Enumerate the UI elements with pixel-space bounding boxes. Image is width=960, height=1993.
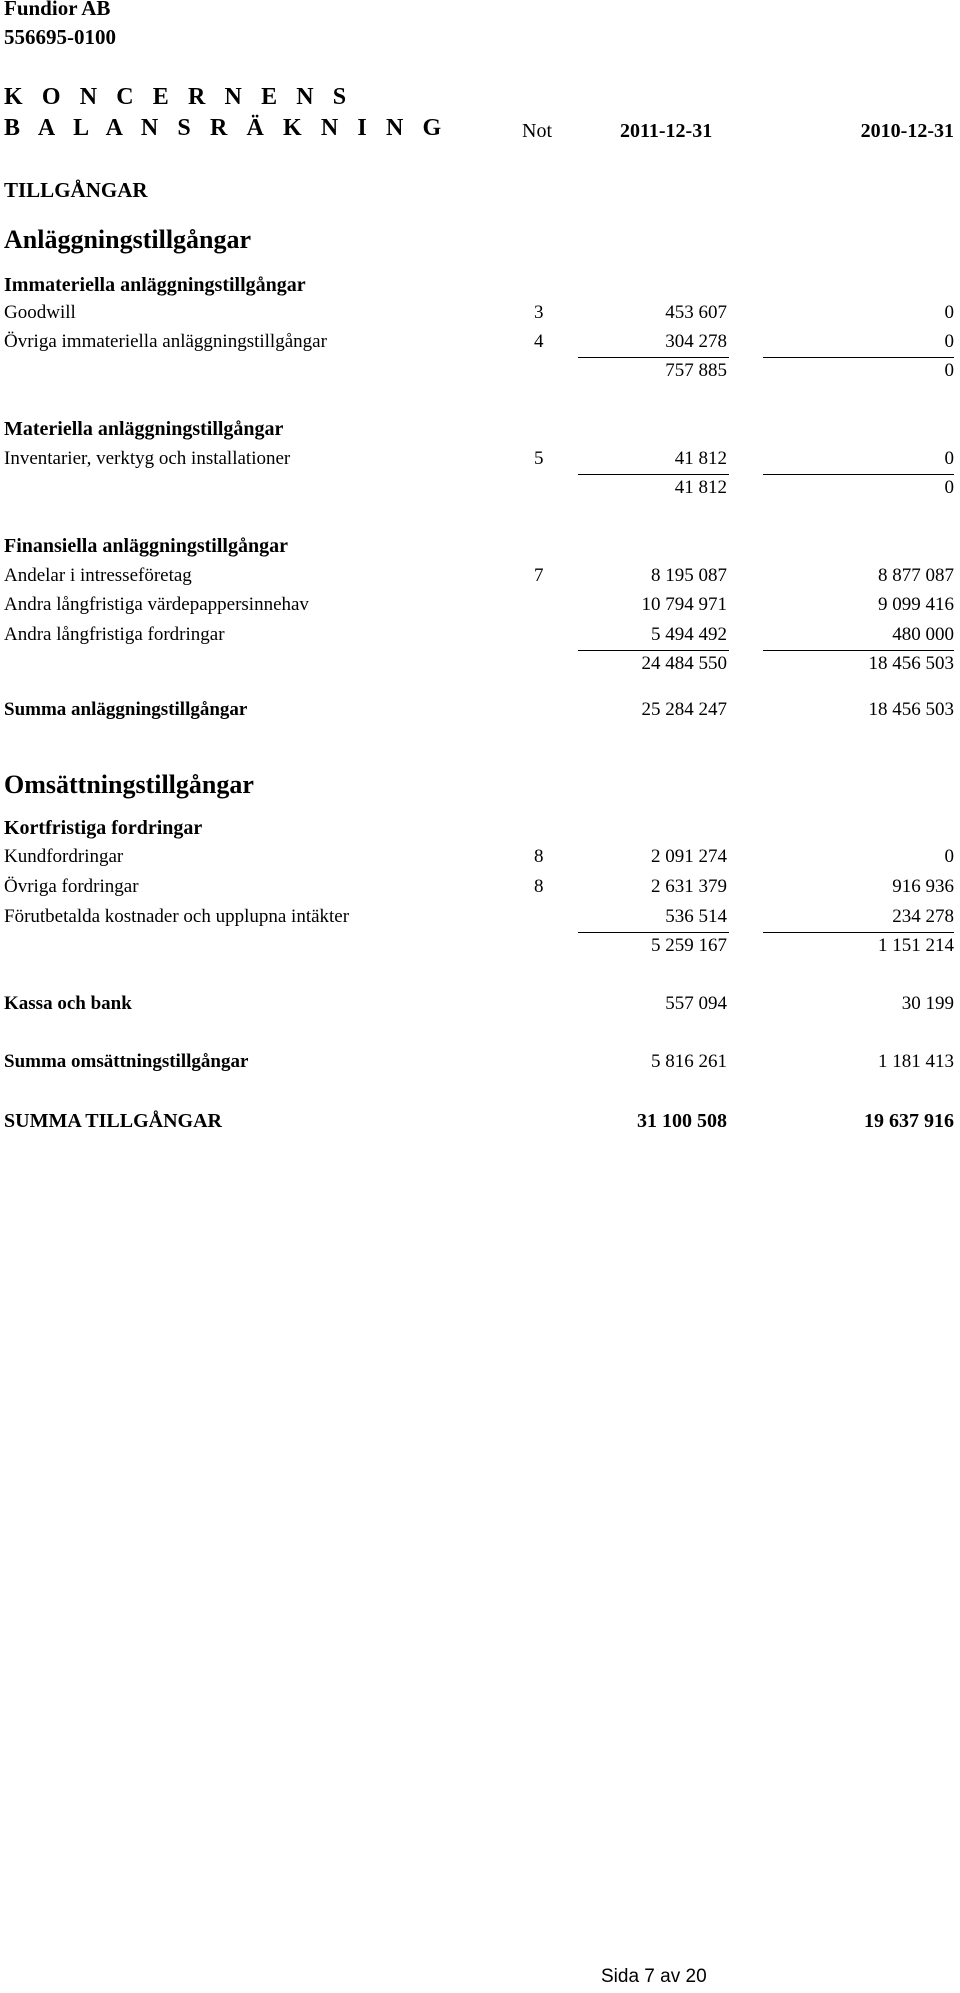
- row-label-other-intangible: Övriga immateriella anläggningstillgångar: [4, 331, 327, 352]
- subtotal-line: [578, 650, 729, 651]
- row-value-2011-equipment: 41 812: [674, 448, 727, 469]
- tangible-total-2010: 0: [944, 477, 954, 498]
- sum-fixed-2010: 18 456 503: [868, 699, 954, 720]
- row-label-securities: Andra långfristiga värdepappersinnehav: [4, 594, 309, 615]
- financial-total-2011: 24 484 550: [641, 653, 727, 674]
- row-value-2010-long-receivables: 480 000: [892, 624, 954, 645]
- financial-title: Finansiella anläggningstillgångar: [4, 535, 288, 557]
- row-value-2010-customer-receivables: 0: [944, 846, 954, 867]
- row-note-goodwill: 3: [534, 302, 544, 323]
- intangible-title: Immateriella anläggningstillgångar: [4, 274, 306, 296]
- row-value-2010-prepaid: 234 278: [892, 906, 954, 927]
- org-number: 556695-0100: [4, 25, 116, 49]
- column-header-note: Not: [522, 120, 552, 142]
- row-label-customer-receivables: Kundfordringar: [4, 846, 124, 867]
- sum-fixed-label: Summa anläggningstillgångar: [4, 699, 248, 720]
- current-assets-title: Omsättningstillgångar: [4, 770, 254, 799]
- row-label-prepaid: Förutbetalda kostnader och upplupna intäkter: [4, 906, 350, 927]
- subtotal-line: [763, 650, 954, 651]
- cash-2011: 557 094: [665, 993, 727, 1014]
- row-value-2011-securities: 10 794 971: [641, 594, 727, 615]
- row-label-associates: Andelar i intresseföretag: [4, 565, 192, 586]
- row-value-2011-associates: 8 195 087: [651, 565, 727, 586]
- row-label-long-receivables: Andra långfristiga fordringar: [4, 624, 225, 645]
- intangible-total-2010: 0: [944, 360, 954, 381]
- row-value-2011-other-receivables: 2 631 379: [651, 876, 727, 897]
- sum-current-label: Summa omsättningstillgångar: [4, 1051, 249, 1072]
- column-header-2011: 2011-12-31: [620, 120, 713, 142]
- financial-total-2010: 18 456 503: [868, 653, 954, 674]
- title-line-2: B A L A N S R Ä K N I N G: [4, 115, 448, 141]
- grand-total-2010: 19 637 916: [864, 1110, 954, 1132]
- row-note-customer-receivables: 8: [534, 846, 544, 867]
- subtotal-line: [578, 932, 729, 933]
- row-value-2011-other-intangible: 304 278: [665, 331, 727, 352]
- sum-current-2011: 5 816 261: [651, 1051, 727, 1072]
- cash-label: Kassa och bank: [4, 993, 132, 1014]
- subtotal-line: [763, 474, 954, 475]
- cash-2010: 30 199: [901, 993, 954, 1014]
- row-value-2010-goodwill: 0: [944, 302, 954, 323]
- receivables-title: Kortfristiga fordringar: [4, 817, 203, 839]
- row-note-other-receivables: 8: [534, 876, 544, 897]
- row-note-associates: 7: [534, 565, 544, 586]
- row-value-2011-goodwill: 453 607: [665, 302, 727, 323]
- row-label-goodwill: Goodwill: [4, 302, 76, 323]
- row-value-2010-other-intangible: 0: [944, 331, 954, 352]
- title-line-1: K O N C E R N E N S: [4, 84, 353, 110]
- row-value-2010-securities: 9 099 416: [878, 594, 954, 615]
- row-value-2010-associates: 8 877 087: [878, 565, 954, 586]
- assets-title: TILLGÅNGAR: [4, 178, 148, 202]
- row-label-equipment: Inventarier, verktyg och installationer: [4, 448, 291, 469]
- row-label-other-receivables: Övriga fordringar: [4, 876, 139, 897]
- row-value-2011-long-receivables: 5 494 492: [651, 624, 727, 645]
- tangible-title: Materiella anläggningstillgångar: [4, 418, 284, 440]
- row-value-2011-prepaid: 536 514: [665, 906, 727, 927]
- column-header-2010: 2010-12-31: [860, 120, 954, 142]
- fixed-assets-title: Anläggningstillgångar: [4, 225, 252, 254]
- row-note-other-intangible: 4: [534, 331, 544, 352]
- sum-fixed-2011: 25 284 247: [641, 699, 727, 720]
- row-note-equipment: 5: [534, 448, 544, 469]
- grand-total-label: SUMMA TILLGÅNGAR: [4, 1110, 222, 1132]
- grand-total-2011: 31 100 508: [637, 1110, 727, 1132]
- subtotal-line: [578, 474, 729, 475]
- row-value-2010-other-receivables: 916 936: [892, 876, 954, 897]
- sum-current-2010: 1 181 413: [878, 1051, 954, 1072]
- subtotal-line: [763, 357, 954, 358]
- row-value-2011-customer-receivables: 2 091 274: [651, 846, 727, 867]
- receivables-total-2010: 1 151 214: [878, 935, 954, 956]
- subtotal-line: [578, 357, 729, 358]
- tangible-total-2011: 41 812: [674, 477, 727, 498]
- subtotal-line: [763, 932, 954, 933]
- receivables-total-2011: 5 259 167: [651, 935, 727, 956]
- company-name: Fundior AB: [4, 0, 111, 20]
- page-number: Sida 7 av 20: [601, 1966, 707, 1987]
- row-value-2010-equipment: 0: [944, 448, 954, 469]
- intangible-total-2011: 757 885: [665, 360, 727, 381]
